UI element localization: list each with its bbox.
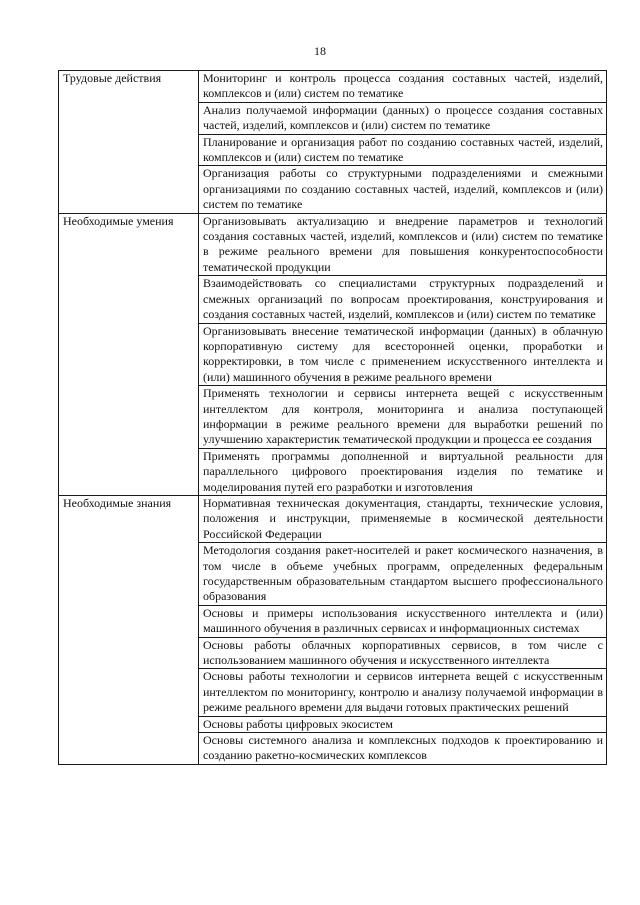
section-item: Мониторинг и контроль процесса создания составных частей, изделий, комплексов и (или) систем по тематике [199,71,607,103]
section-item: Основы работы цифровых экосистем [199,716,607,732]
section-item: Основы системного анализа и комплексных подходов к проектированию и созданию ракетно-космических комплексов [199,733,607,765]
section-item: Нормативная техническая документация, стандарты, технические условия, положения и инструкции, применяемые в космической деятельности Российской Федерации [199,495,607,542]
section-item: Организовывать актуализацию и внедрение параметров и технологий создания составных частей, изделий, комплексов и (или) систем по тематике в режиме реального времени для повышения конкурентоспособности тематической продукции [199,213,607,276]
section-item: Основы и примеры использования искусственного интеллекта и (или) машинного обучения в различных сервисах и информационных системах [199,605,607,637]
section-item: Анализ получаемой информации (данных) о процессе создания составных частей, изделий, комплексов и (или) систем по тематике [199,102,607,134]
section-label: Трудовые действия [59,71,199,214]
competency-table [58,70,607,765]
section-item: Организация работы со структурными подразделениями и смежными организациями по созданию составных частей, изделий, комплексов и (или) систем по тематике [199,166,607,213]
section-item: Применять программы дополненной и виртуальной реальности для параллельного цифрового проектирования изделия по тематике и моделирования путей его разработки и изготовления [199,448,607,495]
table-row [59,495,607,542]
section-item: Планирование и организация работ по созданию составных частей, изделий, комплексов и (или) систем по тематике [199,134,607,166]
page-number: 18 [314,44,326,58]
section-item: Организовывать внесение тематической информации (данных) в облачную корпоративную систему для всесторонней оценки, проработки и корректировки, в том числе с применением искусственного интеллекта и (или) машинного обучения в режиме реального времени [199,323,607,386]
table-row [59,213,607,276]
section-item: Основы работы облачных корпоративных сервисов, в том числе с использованием машинного обучения и искусственного интеллекта [199,637,607,669]
section-item: Взаимодействовать со специалистами структурных подразделений и смежных организаций по вопросам проектирования, конструирования и создания составных частей, изделий, комплексов и (или) систем по тематике [199,276,607,323]
section-label: Необходимые знания [59,495,199,764]
section-item: Методология создания ракет-носителей и ракет космического назначения, в том числе в объеме учебных программ, определенных федеральным государственным образовательным стандартом высшего профессионального образования [199,543,607,606]
section-item: Применять технологии и сервисы интернета вещей с искусственным интеллектом для контроля, мониторинга и анализа поступающей информации в режиме реального времени для выработки решений по улучшению характеристик тематической продукции и процесса ее создания [199,386,607,449]
section-item: Основы работы технологии и сервисов интернета вещей с искусственным интеллектом по мониторингу, контролю и анализу получаемой информации в режиме реального времени для выдачи готовых практических решений [199,669,607,716]
section-label: Необходимые умения [59,213,199,495]
competency-table-body [59,71,607,765]
table-row [59,71,607,103]
